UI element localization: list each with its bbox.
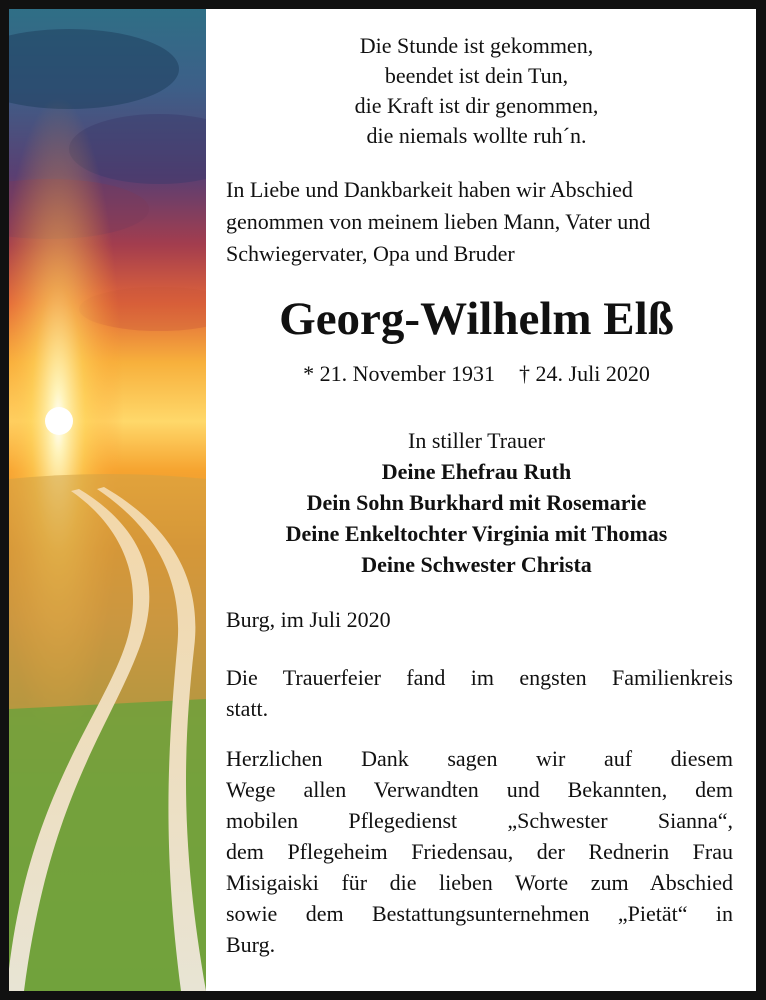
intro-text (226, 174, 738, 270)
mourners-list (206, 425, 747, 580)
thanks-line: Burg. (226, 932, 276, 957)
obituary-text (206, 9, 747, 991)
place-date: Burg, im Juli 2020 (226, 607, 391, 632)
birth-date: * 21. November 1931 (303, 361, 496, 386)
mourner-name: Deine Schwester Christa (361, 552, 592, 577)
thanks-line: mobilen Pflegedienst „Schwester Sianna“, (226, 808, 733, 833)
mourner-name: Dein Sohn Burkhard mit Rosemarie (306, 490, 647, 515)
thanks-line: Wege allen Verwandten und Bekannten, dem (226, 777, 733, 802)
mourner-name: Deine Enkeltochter Virginia mit Thomas (285, 521, 668, 546)
thanks-line: Misigaiski für die lieben Worte zum Abschied (226, 870, 733, 895)
intro-line: genommen von meinem lieben Mann, Vater und (226, 209, 651, 234)
thanks-line: dem Pflegeheim Friedensau, der Rednerin Frau (226, 839, 733, 864)
life-dates (206, 359, 747, 389)
intro-line: In Liebe und Dankbarkeit haben wir Abschied (226, 177, 633, 202)
mourners-heading: In stiller Trauer (408, 428, 545, 453)
thanks-text (226, 743, 733, 960)
poem-line: die Kraft ist dir genommen, (354, 93, 599, 118)
deceased-name: Georg-Wilhelm Elß (279, 293, 674, 345)
poem (206, 31, 747, 151)
poem-line: die niemals wollte ruh´n. (366, 123, 587, 148)
funeral-note (226, 662, 733, 724)
funeral-note-line: statt. (226, 696, 269, 721)
poem-line: beendet ist dein Tun, (384, 63, 569, 88)
poem-line: Die Stunde ist gekommen, (359, 33, 594, 58)
mourner-name: Deine Ehefrau Ruth (381, 459, 572, 484)
death-date: † 24. Juli 2020 (519, 361, 650, 386)
funeral-note-line: Die Trauerfeier fand im engsten Familienkreis (226, 665, 733, 690)
sunset-field-path-photo (9, 9, 206, 991)
intro-line: Schwiegervater, Opa und Bruder (226, 241, 515, 266)
thanks-line: sowie dem Bestattungsunternehmen „Pietät“ in (226, 901, 733, 926)
thanks-line: Herzlichen Dank sagen wir auf diesem (226, 746, 733, 771)
